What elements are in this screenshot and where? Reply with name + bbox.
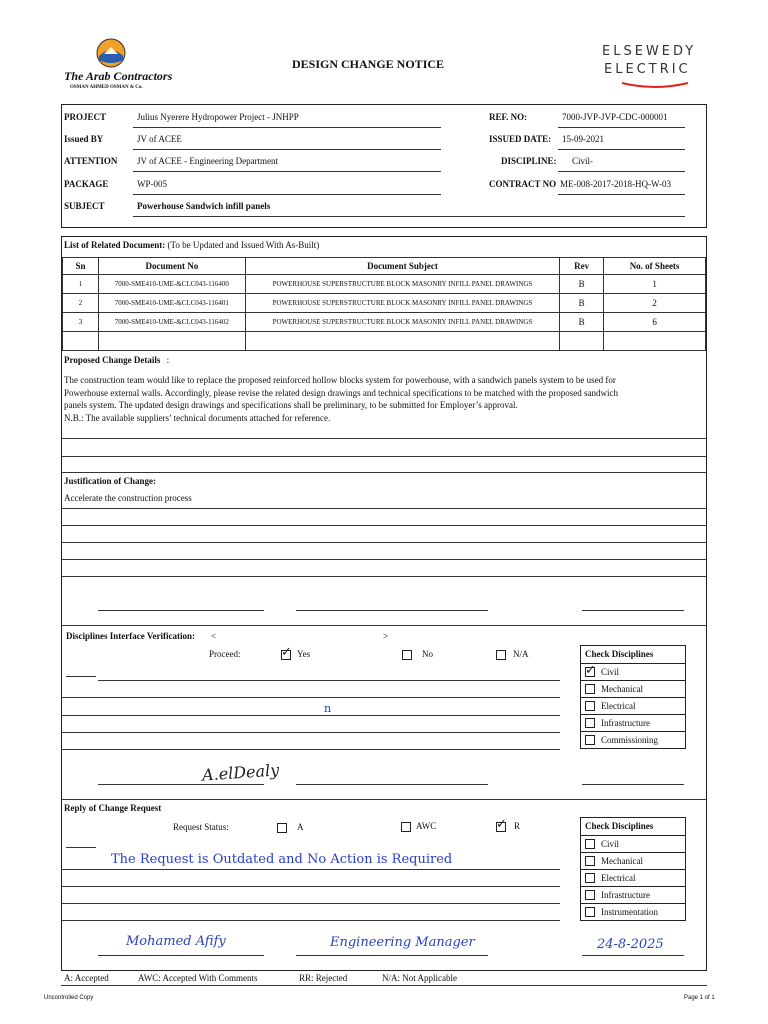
discipline-row-infrastructure: [581, 886, 685, 903]
check-mark-icon: ✓: [496, 817, 507, 832]
discipline-label: Infrastructure: [601, 718, 650, 728]
arab-contractors-emblem-icon: [96, 38, 126, 68]
reply-date: 24-8-2025: [597, 937, 664, 952]
discipline-row-electrical: [581, 869, 685, 886]
issued-date-label: ISSUED DATE:: [489, 134, 552, 144]
interface-verification-label: Disciplines Interface Verification:: [66, 631, 195, 641]
related-documents-title: List of Related Document:: [64, 240, 166, 250]
issued-by-value: JV of ACEE: [137, 134, 182, 144]
discipline-label: Mechanical: [601, 684, 643, 694]
discipline-label: Civil: [601, 839, 620, 849]
discipline-row-electrical: [581, 697, 685, 714]
footer-page-number: Page 1 of 1: [684, 995, 715, 1001]
discipline-label: DISCIPLINE:: [501, 156, 557, 166]
rev-cell: B: [560, 294, 604, 313]
electrical-checkbox[interactable]: [585, 701, 595, 711]
discipline-label: Electrical: [601, 873, 636, 883]
issued-by-label: Issued BY: [64, 134, 104, 144]
package-value: WP-005: [137, 179, 167, 189]
proposed-change-colon: :: [166, 355, 170, 365]
reply-name: Mohamed Afify: [126, 934, 226, 949]
discipline-row-instrumentation: [581, 903, 685, 920]
status-r-label: R: [514, 821, 521, 831]
column-header: No. of Sheets: [604, 258, 706, 275]
discipline-label: Commissioning: [601, 735, 659, 745]
proceed-na-checkbox[interactable]: [496, 650, 506, 660]
proceed-no-label: No: [422, 649, 433, 659]
elsewedy-logo: [602, 44, 702, 94]
discipline-row-infrastructure: [581, 714, 685, 731]
proposed-change-label: Proposed Change Details: [64, 355, 161, 365]
document-subject-cell: POWERHOUSE SUPERSTRUCTURE BLOCK MASONRY INFILL PANEL DRAWINGS: [245, 294, 559, 313]
sheets-cell: 2: [604, 294, 706, 313]
electrical-checkbox[interactable]: [585, 873, 595, 883]
subject-value: Powerhouse Sandwich infill panels: [137, 201, 271, 211]
elsewedy-swoosh-icon: [620, 80, 690, 90]
discipline-value: Civil-: [572, 156, 594, 166]
mechanical-checkbox[interactable]: [585, 856, 595, 866]
reply-label: Reply of Change Request: [64, 803, 162, 813]
attention-value: JV of ACEE - Engineering Department: [137, 156, 279, 166]
sn-cell: 3: [63, 313, 99, 332]
proceed-yes-label: Yes: [297, 649, 311, 659]
discipline-label: Mechanical: [601, 856, 643, 866]
proposed-change-heading: [64, 355, 169, 365]
attention-label: ATTENTION: [64, 156, 118, 166]
justification-text: Accelerate the construction process: [64, 493, 192, 503]
project-label: PROJECT: [64, 112, 107, 122]
document-no-cell: 7000-SME410-UME-&CLC043-116400: [98, 275, 245, 294]
legend-rejected: RR: Rejected: [299, 973, 348, 983]
elsewedy-logo-line2: ELECTRIC: [604, 62, 691, 77]
legend-accepted: A: Accepted: [64, 973, 109, 983]
arab-contractors-name: The Arab Contractors: [64, 69, 173, 83]
arab-contractors-logo: [60, 38, 173, 98]
related-documents-note: (To be Updated and Issued With As-Built): [165, 240, 320, 250]
column-header: Sn: [63, 258, 99, 275]
discipline-row-mechanical: [581, 680, 685, 697]
interface-gt: >: [383, 631, 389, 641]
check-disciplines-box: [580, 645, 686, 749]
proposed-change-line: panels system. The updated design drawings and specifications shall be preliminary, to be submitted for Employer’s approval.: [64, 400, 518, 410]
project-value: Julius Nyerere Hydropower Project - JNHPP: [137, 112, 299, 122]
reply-position: Engineering Manager: [330, 935, 475, 950]
related-documents-table: [62, 257, 706, 351]
status-awc-label: AWC: [416, 821, 437, 831]
table-row-empty: [63, 332, 706, 351]
reply-check-disciplines-box: [580, 817, 686, 921]
table-header-row: [63, 258, 706, 275]
column-header: Document No: [98, 258, 245, 275]
status-awc-checkbox[interactable]: [401, 822, 411, 832]
status-a-label: A: [297, 822, 304, 832]
column-header: Document Subject: [245, 258, 559, 275]
table-row: [63, 313, 706, 332]
interface-lt: <: [211, 631, 217, 641]
table-row: [63, 275, 706, 294]
document-subject-cell: POWERHOUSE SUPERSTRUCTURE BLOCK MASONRY INFILL PANEL DRAWINGS: [245, 275, 559, 294]
ref-no-value: 7000-JVP-JVP-CDC-000001: [562, 112, 668, 122]
justification-label: Justification of Change:: [64, 476, 156, 486]
document-subject-cell: POWERHOUSE SUPERSTRUCTURE BLOCK MASONRY INFILL PANEL DRAWINGS: [245, 313, 559, 332]
proceed-label: Proceed:: [209, 649, 241, 659]
commissioning-checkbox[interactable]: [585, 735, 595, 745]
discipline-label: Infrastructure: [601, 890, 650, 900]
arab-contractors-sub: OSMAN AHMED OSMAN & Co.: [70, 85, 143, 90]
discipline-label: Instrumentation: [601, 907, 658, 917]
sn-cell: 1: [63, 275, 99, 294]
discipline-row-commissioning: [581, 731, 685, 748]
rev-cell: B: [560, 313, 604, 332]
elsewedy-logo-line1: ELSEWEDY: [602, 44, 697, 59]
request-status-label: Request Status:: [173, 822, 229, 832]
discipline-label: Electrical: [601, 701, 636, 711]
interface-signature: A.elDealy: [201, 760, 280, 785]
proposed-change-line: N.B.: The available suppliers’ technical documents attached for reference.: [64, 412, 331, 423]
infrastructure-checkbox[interactable]: [585, 718, 595, 728]
discipline-row-civil: [581, 663, 685, 680]
proposed-change-line: Powerhouse external walls. Accordingly, please revise the related design drawings and technical specifications to be matched with the proposed sandwich: [64, 387, 618, 398]
footer-uncontrolled-copy: Uncontrolled Copy: [44, 995, 94, 1001]
handwritten-note: n: [324, 702, 332, 715]
document-no-cell: 7000-SME410-UME-&CLC043-116402: [98, 313, 245, 332]
column-header: Rev: [560, 258, 604, 275]
check-mark-icon: ✓: [585, 663, 596, 678]
sn-cell: 2: [63, 294, 99, 313]
contract-no-value: ME-008-2017-2018-HQ-W-03: [560, 179, 671, 189]
issued-date-value: 15-09-2021: [562, 134, 604, 144]
related-documents-heading: [64, 240, 319, 250]
reply-comment: The Request is Outdated and No Action is Required: [111, 852, 453, 867]
proceed-na-label: N/A: [513, 649, 529, 659]
discipline-row-mechanical: [581, 852, 685, 869]
sheets-cell: 6: [604, 313, 706, 332]
status-a-checkbox[interactable]: [277, 823, 287, 833]
discipline-label: Civil: [601, 667, 620, 677]
discipline-row-civil: [581, 835, 685, 852]
check-disciplines-title: Check Disciplines: [585, 649, 654, 659]
ref-no-label: REF. NO:: [489, 112, 528, 122]
check-mark-icon: ✓: [281, 645, 292, 660]
mechanical-checkbox[interactable]: [585, 684, 595, 694]
legend-not-applicable: N/A: Not Applicable: [382, 973, 457, 983]
package-label: PACKAGE: [64, 179, 109, 189]
proposed-change-text: [64, 374, 704, 424]
legend-accepted-with-comments: AWC: Accepted With Comments: [138, 973, 258, 983]
civil-checkbox[interactable]: [585, 839, 595, 849]
proposed-change-line: The construction team would like to replace the proposed reinforced hollow blocks system for powerhouse, with a sandwich panels system to be used for: [64, 375, 616, 385]
proceed-no-checkbox[interactable]: [402, 650, 412, 660]
contract-no-label: CONTRACT NO: [489, 179, 557, 189]
table-row: [63, 294, 706, 313]
infrastructure-checkbox[interactable]: [585, 890, 595, 900]
sheets-cell: 1: [604, 275, 706, 294]
rev-cell: B: [560, 275, 604, 294]
subject-label: SUBJECT: [64, 201, 105, 211]
document-no-cell: 7000-SME410-UME-&CLC043-116401: [98, 294, 245, 313]
page-title: DESIGN CHANGE NOTICE: [292, 57, 445, 71]
check-disciplines-title: Check Disciplines: [585, 821, 654, 831]
instrumentation-checkbox[interactable]: [585, 907, 595, 917]
